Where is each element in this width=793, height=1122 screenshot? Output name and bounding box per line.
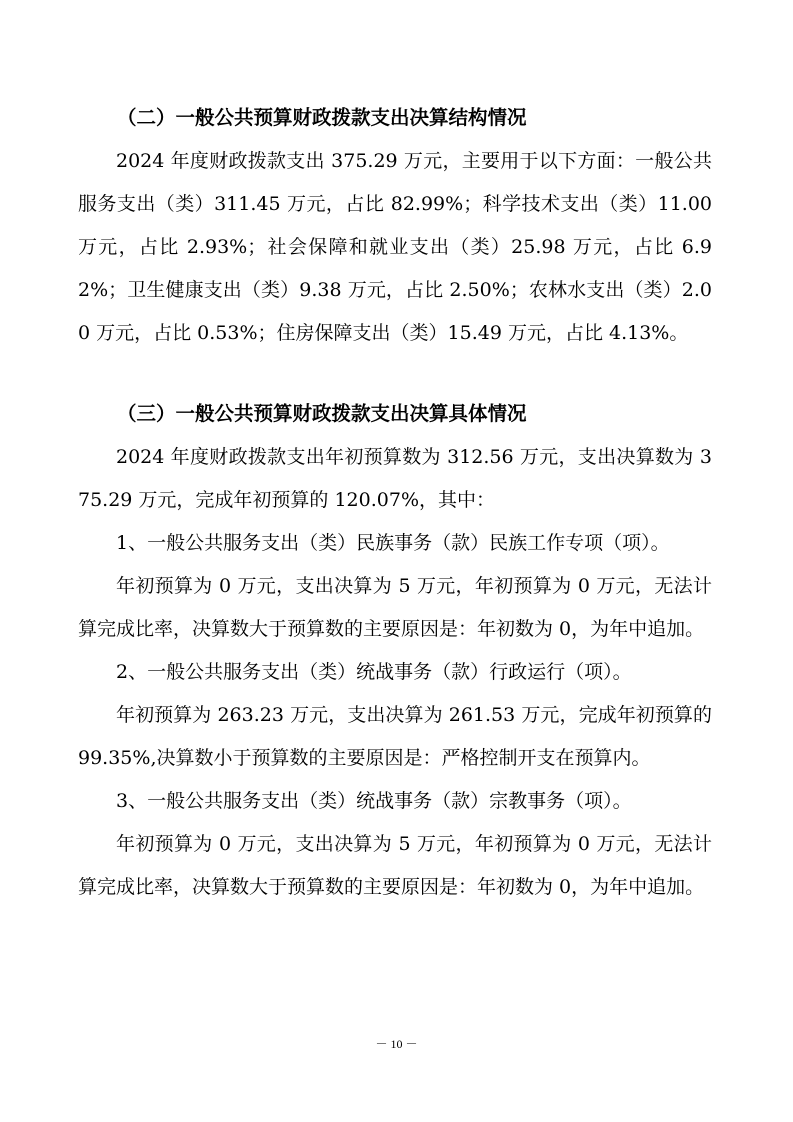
section-three-body — [78, 436, 712, 909]
page-number: － 10 － — [375, 1037, 418, 1051]
item-1-title: 1、一般公共服务支出（类）民族事务（款）民族工作专项（项）。 — [116, 532, 670, 554]
item-2-detail: 年初预算为 263.23 万元，支出决算为 261.53 万元，完成年初预算的 99.35%,决算数小于预算数的主要原因是：严格控制开支在预算内。 — [78, 704, 712, 769]
item-3-title: 3、一般公共服务支出（类）统战事务（款）宗教事务（项）。 — [116, 790, 632, 812]
section-two-heading: （二）一般公共预算财政拨款支出决算结构情况 — [117, 106, 527, 129]
item-3-detail: 年初预算为 0 万元，支出决算为 5 万元，年初预算为 0 万元，无法计算完成比率，决算数大于预算数的主要原因是：年初数为 0，为年中追加。 — [78, 833, 712, 898]
item-1-detail: 年初预算为 0 万元，支出决算为 5 万元，年初预算为 0 万元，无法计算完成比率，决算数大于预算数的主要原因是：年初数为 0，为年中追加。 — [78, 575, 712, 640]
section-three-heading: （三）一般公共预算财政拨款支出决算具体情况 — [117, 402, 527, 425]
section-two-body — [78, 140, 712, 355]
section-three-intro: 2024 年度财政拨款支出年初预算数为 312.56 万元，支出决算数为 375.29 万元，完成年初预算的 120.07%，其中： — [78, 446, 712, 511]
section-two-paragraph: 2024 年度财政拨款支出 375.29 万元，主要用于以下方面：一般公共服务支出（类）311.45 万元，占比 82.99%；科学技术支出（类）11.00 万元，占比 2.93%；社会保障和就业支出（类）25.98 万元，占比 6.92%；卫生健康支出（类）9.38 万元，占比 2.50%；农林水支出（类）2.00 万元，占比 0.53%；住房保障支出（类）15.49 万元，占比 4.13%。 — [78, 150, 712, 344]
item-2-title: 2、一般公共服务支出（类）统战事务（款）行政运行（项）。 — [116, 661, 632, 683]
